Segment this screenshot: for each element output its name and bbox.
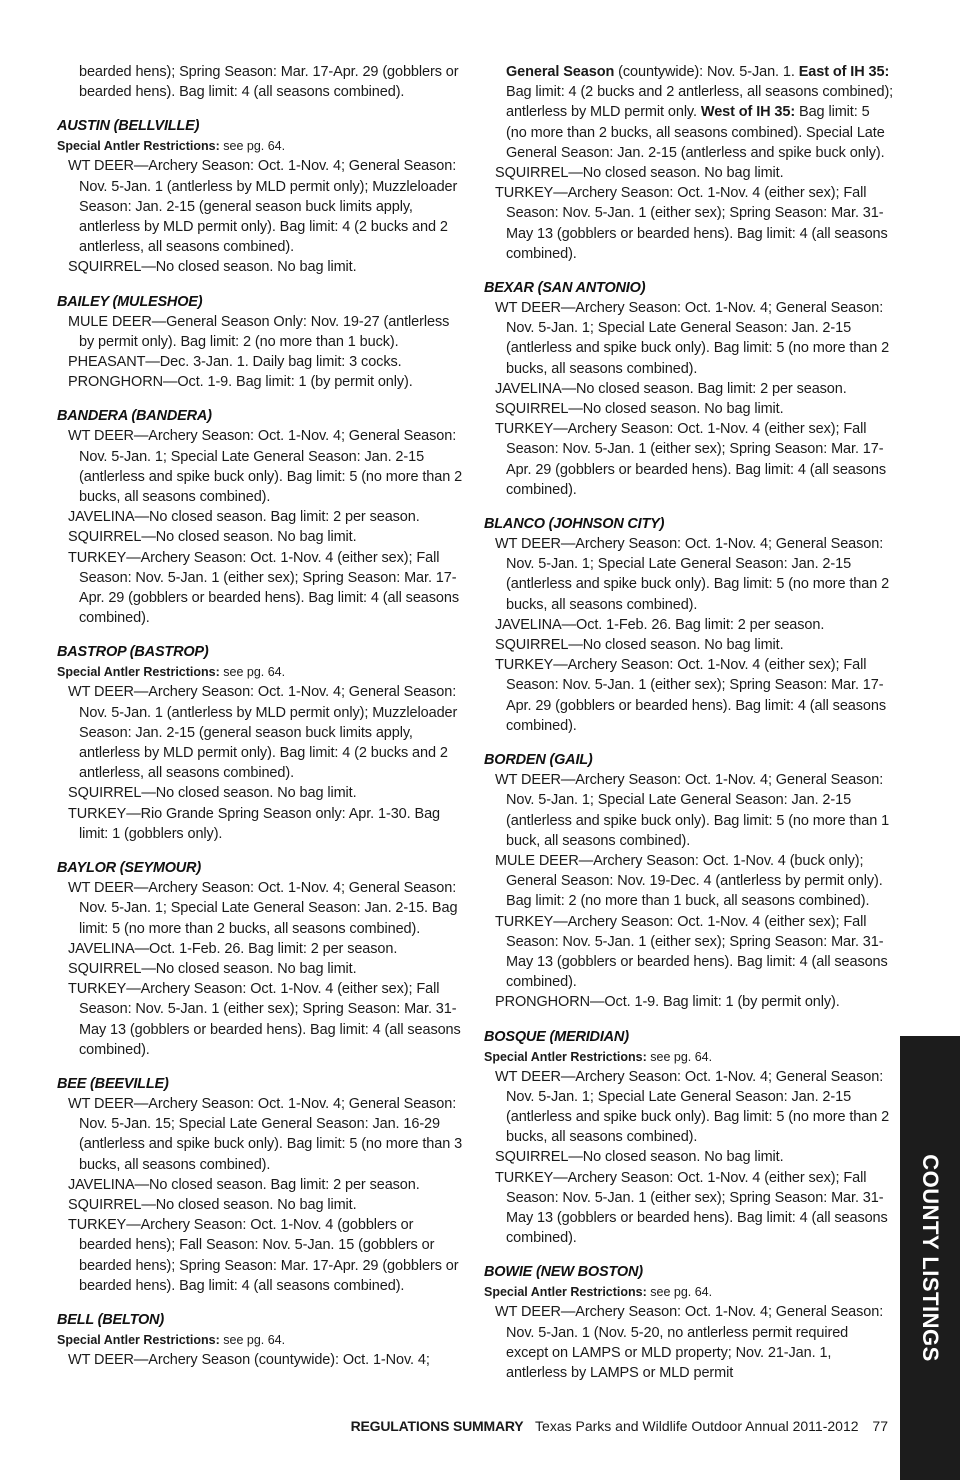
entry-turkey: TURKEY—Archery Season: Oct. 1-Nov. 4 (either sex); Fall Season: Nov. 5-Jan. 1 (either sex); Spring Season: Mar. 31-May 13 (gobblers or bearded hens). Bag limit: 4 (all seasons combined). [495, 913, 888, 991]
footer-title: REGULATIONS SUMMARY [350, 1418, 524, 1434]
entry-turkey: TURKEY—Archery Season: Oct. 1-Nov. 4 (either sex); Fall Season: Nov. 5-Jan. 1 (either sex); Spring Season: Mar. 17-Apr. 29 (gobblers or bearded hens). Bag limit: 4 (all seasons combined). [495, 421, 886, 498]
entry-wt-deer: WT DEER—Archery Season: Oct. 1-Nov. 4; General Season: Nov. 5-Jan. 1; Special Late General Season: Jan. 2-15 (antlerless and spike buck only). Bag limit: 5 (no more than 2 bucks, all seasons combined). [495, 1068, 890, 1146]
entry-turkey: TURKEY—Archery Season: Oct. 1-Nov. 4 (gobblers or bearded hens); Fall Season: Nov. 5-Jan. 15 (gobblers or bearded hens); Spring Season: Mar. 17-Apr. 29 (gobblers or bearded hens). Bag limit: 4 (all seasons combined). [68, 1217, 459, 1294]
section-tab [900, 1036, 960, 1480]
entry-wt-deer: WT DEER—Archery Season: Oct. 1-Nov. 4; General Season: Nov. 5-Jan. 1; Special Late General Season: Jan. 2-15. Bag limit: 5 (no more than 2 bucks, all seasons combined). [68, 880, 458, 937]
entry-turkey: TURKEY—Archery Season: Oct. 1-Nov. 4 (either sex); Fall Season: Nov. 5-Jan. 1 (either sex); Spring Season: Mar. 31-May 13 (gobblers or bearded hens). Bag limit: 4 (all seasons combined). [68, 981, 461, 1058]
sar-label: Special Antler Restrictions: [484, 1285, 647, 1300]
right-column [484, 62, 894, 1397]
county-heading: BEE (BEEVILLE) [57, 1075, 169, 1092]
entry-squirrel: SQUIRREL—No closed season. No bag limit. [68, 785, 357, 802]
entry-wt-deer: WT DEER—Archery Season: Oct. 1-Nov. 4; General Season: Nov. 5-Jan. 1; Special Late General Season: Jan. 2-15 (antlerless and spike buck only). Bag limit: 5 (no more than 2 bucks, all seasons combined). [495, 300, 890, 377]
county-heading: BORDEN (GAIL) [484, 752, 593, 769]
entry-javelina: JAVELINA—Oct. 1-Feb. 26. Bag limit: 2 per season. [68, 940, 398, 957]
entry-text: (countywide): Nov. 5-Jan. 1. [614, 64, 799, 80]
county-baylor [57, 858, 465, 1060]
county-heading: BEXAR (SAN ANTONIO) [484, 280, 646, 297]
entry-pronghorn: PRONGHORN—Oct. 1-9. Bag limit: 1 (by permit only). [68, 374, 413, 391]
county-heading: BASTROP (BASTROP) [57, 644, 209, 661]
entry-squirrel: SQUIRREL—No closed season. No bag limit. [495, 165, 784, 182]
county-heading: BELL (BELTON) [57, 1311, 164, 1328]
entry-turkey: TURKEY—Archery Season: Oct. 1-Nov. 4 (either sex); Fall Season: Nov. 5-Jan. 1 (either sex); Spring Season: Mar. 31-May 13 (gobblers or bearded hens). Bag limit: 4 (all seasons combined). [495, 185, 888, 262]
entry-wt-deer: WT DEER—Archery Season: Oct. 1-Nov. 4; General Season: Nov. 5-Jan. 1; Special Late General Season: Jan. 2-15 (antlerless and spike buck only). Bag limit: 5 (no more than 2 bucks, all seasons combined). [495, 536, 890, 613]
county-bailey [57, 292, 465, 393]
special-antler-restrictions [484, 1282, 894, 1302]
entry-wt-deer: WT DEER—Archery Season (countywide): Oct. 1-Nov. 4; [68, 1351, 430, 1368]
entry-text: Bag limit: 5 (no more than 2 bucks, all seasons combined). Special Late General Season: Jan. 2-15 (antlerless and spike buck only). [506, 104, 885, 161]
county-heading: BOSQUE (MERIDIAN) [484, 1028, 629, 1045]
sar-label: Special Antler Restrictions: [57, 665, 220, 680]
entry-squirrel: SQUIRREL—No closed season. No bag limit. [495, 637, 784, 654]
county-bandera [57, 406, 465, 628]
entry-squirrel: SQUIRREL—No closed season. No bag limit. [68, 960, 357, 977]
entry-wt-deer: WT DEER—Archery Season: Oct. 1-Nov. 4; General Season: Nov. 5-Jan. 15; Special Late General Season: Jan. 16-29 (antlerless and spike buck only). Bag limit: 5 (no more than 3 bucks, all seasons combined). [68, 1095, 463, 1173]
sar-text: see pg. 64. [219, 139, 286, 154]
county-heading: BAILEY (MULESHOE) [57, 293, 203, 310]
entry-turkey: TURKEY—Archery Season: Oct. 1-Nov. 4 (either sex); Fall Season: Nov. 5-Jan. 1 (either sex); Spring Season: Mar. 17-Apr. 29 (gobblers or bearded hens). Bag limit: 4 (all seasons combined). [495, 657, 886, 734]
county-bexar [484, 278, 894, 500]
entry-squirrel: SQUIRREL—No closed season. No bag limit. [495, 1149, 784, 1166]
sar-text: see pg. 64. [219, 665, 286, 680]
entry-bold-label: East of IH 35: [798, 64, 890, 80]
sar-text: see pg. 64. [646, 1285, 713, 1300]
continued-entry [57, 62, 465, 102]
entry-turkey: TURKEY—Rio Grande Spring Season only: Apr. 1-30. Bag limit: 1 (gobblers only). [68, 805, 440, 842]
entry-bold-label: General Season [506, 64, 615, 80]
entry-bold-label: West of IH 35: [700, 104, 796, 121]
county-bee [57, 1074, 465, 1296]
page-footer [351, 1416, 888, 1436]
sar-text: see pg. 64. [646, 1049, 713, 1064]
sar-text: see pg. 64. [219, 1332, 286, 1347]
entry-squirrel: SQUIRREL—No closed season. No bag limit. [68, 529, 357, 546]
entry-text: Bag limit: 4 (2 bucks and 2 antlerless, all seasons combined); antlerless by MLD permit only. [506, 84, 894, 121]
entry-wt-deer: WT DEER—Archery Season: Oct. 1-Nov. 4; General Season: Nov. 5-Jan. 1 (Nov. 5-20, no antlerless permit required except on LAMPS or MLD property; Nov. 21-Jan. 1, antlerless by LAMPS or MLD permit [495, 1304, 884, 1381]
county-blanco [484, 514, 894, 736]
continued-entry [484, 62, 894, 264]
left-column [57, 62, 465, 1384]
entry-wt-deer: WT DEER—Archery Season: Oct. 1-Nov. 4; General Season: Nov. 5-Jan. 1 (antlerless by MLD permit only); Muzzleloader Season: Jan. 2-15 (general season buck limits apply, antlerless by MLD permit only). Bag limit: 4 (2 bucks and 2 antlerless, all seasons combined). [68, 684, 458, 782]
county-heading: AUSTIN (BELLVILLE) [57, 118, 200, 135]
county-heading: BOWIE (NEW BOSTON) [484, 1264, 643, 1281]
entry-javelina: JAVELINA—No closed season. Bag limit: 2 per season. [68, 509, 420, 526]
county-heading: BAYLOR (SEYMOUR) [57, 860, 201, 877]
entry-mule-deer: MULE DEER—General Season Only: Nov. 19-27 (antlerless by permit only). Bag limit: 2 (no more than 1 buck). [68, 313, 450, 350]
entry-squirrel: SQUIRREL—No closed season. No bag limit. [68, 1196, 357, 1213]
entry-wt-deer: WT DEER—Archery Season: Oct. 1-Nov. 4; General Season: Nov. 5-Jan. 1; Special Late General Season: Jan. 2-15 (antlerless and spike buck only). Bag limit: 5 (no more than 2 bucks, all seasons combined). [68, 428, 463, 506]
entry-pronghorn: PRONGHORN—Oct. 1-9. Bag limit: 1 (by permit only). [495, 994, 840, 1011]
entry-general-season [484, 62, 894, 163]
special-antler-restrictions [57, 662, 465, 682]
footer-publication: Texas Parks and Wildlife Outdoor Annual 2011-2012 [535, 1418, 859, 1434]
entry-javelina: JAVELINA—No closed season. Bag limit: 2 per season. [495, 380, 847, 397]
entry-javelina: JAVELINA—Oct. 1-Feb. 26. Bag limit: 2 per season. [495, 616, 825, 633]
entry-turkey: TURKEY—Archery Season: Oct. 1-Nov. 4 (either sex); Fall Season: Nov. 5-Jan. 1 (either sex); Spring Season: Mar. 17-Apr. 29 (gobblers or bearded hens). Bag limit: 4 (all seasons combined). [68, 549, 459, 627]
county-austin [57, 116, 465, 277]
entry-text: bearded hens); Spring Season: Mar. 17-Apr. 29 (gobblers or bearded hens). Bag limit: 4 (all seasons combined). [79, 64, 459, 101]
entry-wt-deer: WT DEER—Archery Season: Oct. 1-Nov. 4; General Season: Nov. 5-Jan. 1; Special Late General Season: Jan. 2-15 (antlerless and spike buck only). Bag limit: 5 (no more than 1 buck, all seasons combined). [495, 772, 890, 849]
entry-mule-deer: MULE DEER—Archery Season: Oct. 1-Nov. 4 (buck only); General Season: Nov. 19-Dec. 4 (antlerless by permit only). Bag limit: 2 (no more than 1 buck, all seasons combined). [495, 852, 883, 910]
county-borden [484, 750, 894, 1012]
special-antler-restrictions [57, 136, 465, 156]
sar-label: Special Antler Restrictions: [484, 1049, 647, 1064]
entry-javelina: JAVELINA—No closed season. Bag limit: 2 per season. [68, 1176, 420, 1193]
entry-squirrel: SQUIRREL—No closed season. No bag limit. [68, 259, 357, 276]
section-tab-label: COUNTY LISTINGS [918, 1154, 943, 1362]
county-bell [57, 1310, 465, 1370]
sar-label: Special Antler Restrictions: [57, 1332, 220, 1347]
county-heading: BLANCO (JOHNSON CITY) [484, 516, 665, 533]
county-bastrop [57, 642, 465, 844]
sar-label: Special Antler Restrictions: [57, 139, 220, 154]
special-antler-restrictions [484, 1047, 894, 1067]
county-heading: BANDERA (BANDERA) [57, 408, 212, 425]
county-bosque [484, 1027, 894, 1249]
entry-squirrel: SQUIRREL—No closed season. No bag limit. [495, 401, 784, 418]
page-number: 77 [872, 1418, 888, 1434]
entry-pheasant: PHEASANT—Dec. 3-Jan. 1. Daily bag limit: 3 cocks. [68, 354, 402, 371]
entry-turkey: TURKEY—Archery Season: Oct. 1-Nov. 4 (either sex); Fall Season: Nov. 5-Jan. 1 (either sex); Spring Season: Mar. 31-May 13 (gobblers or bearded hens). Bag limit: 4 (all seasons combined). [495, 1169, 888, 1247]
entry-wt-deer: WT DEER—Archery Season: Oct. 1-Nov. 4; General Season: Nov. 5-Jan. 1 (antlerless by MLD permit only); Muzzleloader Season: Jan. 2-15 (general season buck limits apply, antlerless by MLD permit only). Bag limit: 4 (2 bucks and 2 antlerless, all seasons combined). [68, 158, 458, 256]
county-bowie [484, 1262, 894, 1383]
special-antler-restrictions [57, 1330, 465, 1350]
